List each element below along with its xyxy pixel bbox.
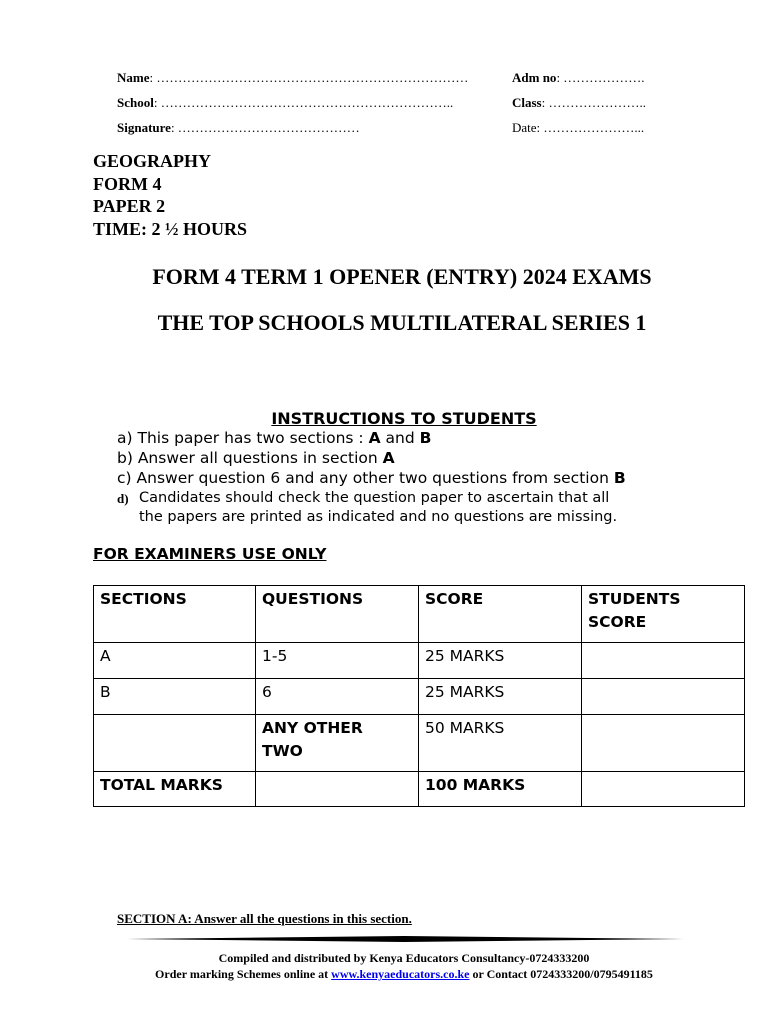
instruction-a-label: a) [117, 429, 133, 447]
table-row [94, 679, 745, 715]
total-marks-label: TOTAL MARKS [94, 772, 256, 807]
subject-block [93, 150, 247, 240]
school-line [117, 95, 453, 111]
any-other-line-1: ANY OTHER [262, 719, 363, 737]
examiners-heading: FOR EXAMINERS USE ONLY [93, 545, 327, 563]
row-a-questions: 1-5 [256, 643, 419, 679]
header-students-score [582, 586, 745, 643]
adm-no-label: Adm no [512, 70, 557, 85]
instruction-c-label: c) [117, 469, 132, 487]
row-other-questions [256, 715, 419, 772]
name-label: Name [117, 70, 150, 85]
header-sections: SECTIONS [94, 586, 256, 643]
subject-name: GEOGRAPHY [93, 151, 212, 171]
instruction-b-label: b) [117, 449, 133, 467]
class-line [512, 95, 646, 111]
instruction-b [117, 449, 395, 467]
exam-duration: TIME: 2 ½ HOURS [93, 218, 248, 239]
row-other-student-score[interactable] [582, 715, 745, 772]
instruction-a-and: and [385, 429, 415, 447]
total-student-score[interactable] [582, 772, 745, 807]
table-row [94, 772, 745, 807]
row-b-section: B [94, 679, 256, 715]
footer-divider [124, 935, 684, 943]
class-label: Class [512, 95, 542, 110]
exam-title: FORM 4 TERM 1 OPENER (ENTRY) 2024 EXAMS [152, 264, 652, 289]
instructions-heading: INSTRUCTIONS TO STUDENTS [271, 409, 537, 428]
row-a-score: 25 MARKS [419, 643, 582, 679]
instruction-d-line-1: Candidates should check the question paper to ascertain that all [139, 490, 610, 506]
date-dots: : …………………... [536, 120, 645, 135]
table-header-row [94, 586, 745, 643]
adm-no-dots: : ………………. [556, 70, 645, 85]
signature-dots: : …………………………………… [170, 120, 360, 135]
order-prefix: Order marking Schemes online at [155, 967, 329, 981]
row-a-student-score[interactable] [582, 643, 745, 679]
signature-line [117, 120, 360, 136]
instruction-d-label: d) [117, 491, 129, 506]
total-marks-value: 100 MARKS [419, 772, 582, 807]
table-row [94, 643, 745, 679]
school-label: School [117, 95, 154, 110]
section-b-ref: B [613, 469, 626, 487]
section-a-ref: A [382, 449, 395, 467]
section-a-heading: SECTION A: Answer all the questions in this section. [117, 911, 412, 926]
row-b-questions: 6 [256, 679, 419, 715]
instruction-a [117, 429, 431, 447]
instruction-d-text [139, 489, 739, 527]
any-other-line-2: TWO [262, 741, 303, 760]
name-line [117, 70, 468, 86]
row-other-section [94, 715, 256, 772]
instruction-a-text: This paper has two sections : [137, 429, 364, 447]
row-other-score: 50 MARKS [419, 715, 582, 772]
name-dots: : ……………………………………………………………… [149, 70, 469, 85]
form-level: FORM 4 [93, 173, 162, 194]
total-questions [256, 772, 419, 807]
order-contact: or Contact 0724333200/0795491185 [472, 967, 653, 981]
section-a-ref: A [368, 429, 381, 447]
section-b-ref: B [419, 429, 432, 447]
compiled-by-text: Compiled and distributed by Kenya Educators Consultancy-0724333200 [218, 951, 590, 965]
header-questions: QUESTIONS [256, 586, 419, 643]
row-b-student-score[interactable] [582, 679, 745, 715]
date-label: Date [512, 120, 537, 135]
paper-number: PAPER 2 [93, 196, 166, 216]
header-score: SCORE [419, 586, 582, 643]
row-b-score: 25 MARKS [419, 679, 582, 715]
header-students-line: STUDENTS [588, 590, 681, 608]
kenya-educators-link[interactable]: www.kenyaeducators.co.ke [331, 967, 470, 981]
row-a-section: A [94, 643, 256, 679]
instruction-b-text: Answer all questions in section [137, 449, 378, 467]
order-schemes-line [0, 967, 770, 982]
class-dots: : ………………….. [541, 95, 646, 110]
instruction-d-line-2: the papers are printed as indicated and no questions are missing. [139, 509, 618, 525]
header-score-line: SCORE [588, 612, 647, 631]
adm-no-line [512, 70, 645, 86]
score-table [93, 585, 745, 807]
series-title: THE TOP SCHOOLS MULTILATERAL SERIES 1 [157, 310, 647, 335]
signature-label: Signature [117, 120, 171, 135]
instruction-c-text: Answer question 6 and any other two questions from section [136, 469, 609, 487]
table-row [94, 715, 745, 772]
school-dots: : ………………………………………………………….. [153, 95, 454, 110]
instruction-c [117, 469, 626, 487]
date-line [512, 120, 644, 136]
